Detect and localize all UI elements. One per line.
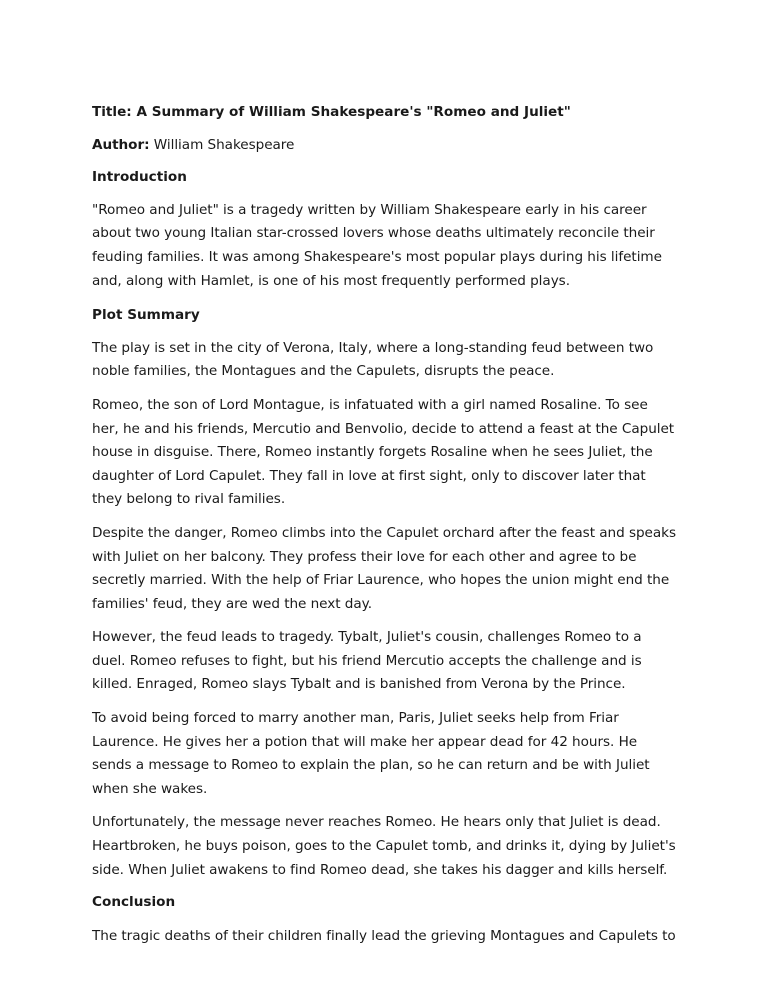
introduction-heading: Introduction <box>92 169 187 186</box>
plot-paragraph-6: Unfortunately, the message never reaches Romeo. He hears only that Juliet is dead. Heartbroken, he buys poison, goes to the Capulet tomb, and drinks it, dying by Juliet's side. When Juliet awakens to find Romeo dead, she takes his dagger and kills herself. <box>92 814 676 878</box>
plot-paragraph-4: However, the feud leads to tragedy. Tybalt, Juliet's cousin, challenges Romeo to a duel. Romeo refuses to fight, but his friend Mercutio accepts the challenge and is killed. Enraged, Romeo slays Tybalt and is banished from Verona by the Prince. <box>92 629 642 693</box>
conclusion-paragraph: The tragic deaths of their children finally lead the grieving Montagues and Capulets to <box>92 927 676 944</box>
author-line <box>92 134 678 158</box>
document-title: Title: A Summary of William Shakespeare's "Romeo and Juliet" <box>92 104 571 120</box>
plot-summary-heading: Plot Summary <box>92 307 200 324</box>
conclusion-heading: Conclusion <box>92 894 176 911</box>
author-label: Author: <box>92 136 150 153</box>
plot-paragraph-5: To avoid being forced to marry another man, Paris, Juliet seeks help from Friar Laurence. He gives her a potion that will make her appear dead for 42 hours. He sends a message to Romeo to explain the plan, so he can return and be with Juliet when she wakes. <box>92 710 650 797</box>
introduction-paragraph: "Romeo and Juliet" is a tragedy written by William Shakespeare early in his career about two young Italian star-crossed lovers whose deaths ultimately reconcile their feuding families. It was among Shakespeare's most popular plays during his lifetime and, along with Hamlet, is one of his most frequently performed plays. <box>92 201 662 289</box>
plot-paragraph-3: Despite the danger, Romeo climbs into the Capulet orchard after the feast and speaks with Juliet on her balcony. They profess their love for each other and agree to be secretly married. With the help of Friar Laurence, who hopes the union might end the families' feud, they are wed the next day. <box>92 524 677 612</box>
plot-paragraph-1: The play is set in the city of Verona, Italy, where a long-standing feud between two noble families, the Montagues and the Capulets, disrupts the peace. <box>92 339 654 380</box>
author-value: William Shakespeare <box>149 136 295 153</box>
plot-paragraph-2: Romeo, the son of Lord Montague, is infatuated with a girl named Rosaline. To see her, he and his friends, Mercutio and Benvolio, decide to attend a feast at the Capulet house in disguise. There, Romeo instantly forgets Rosaline when he sees Juliet, the daughter of Lord Capulet. They fall in love at first sight, only to discover later that they belong to rival families. <box>92 396 675 508</box>
